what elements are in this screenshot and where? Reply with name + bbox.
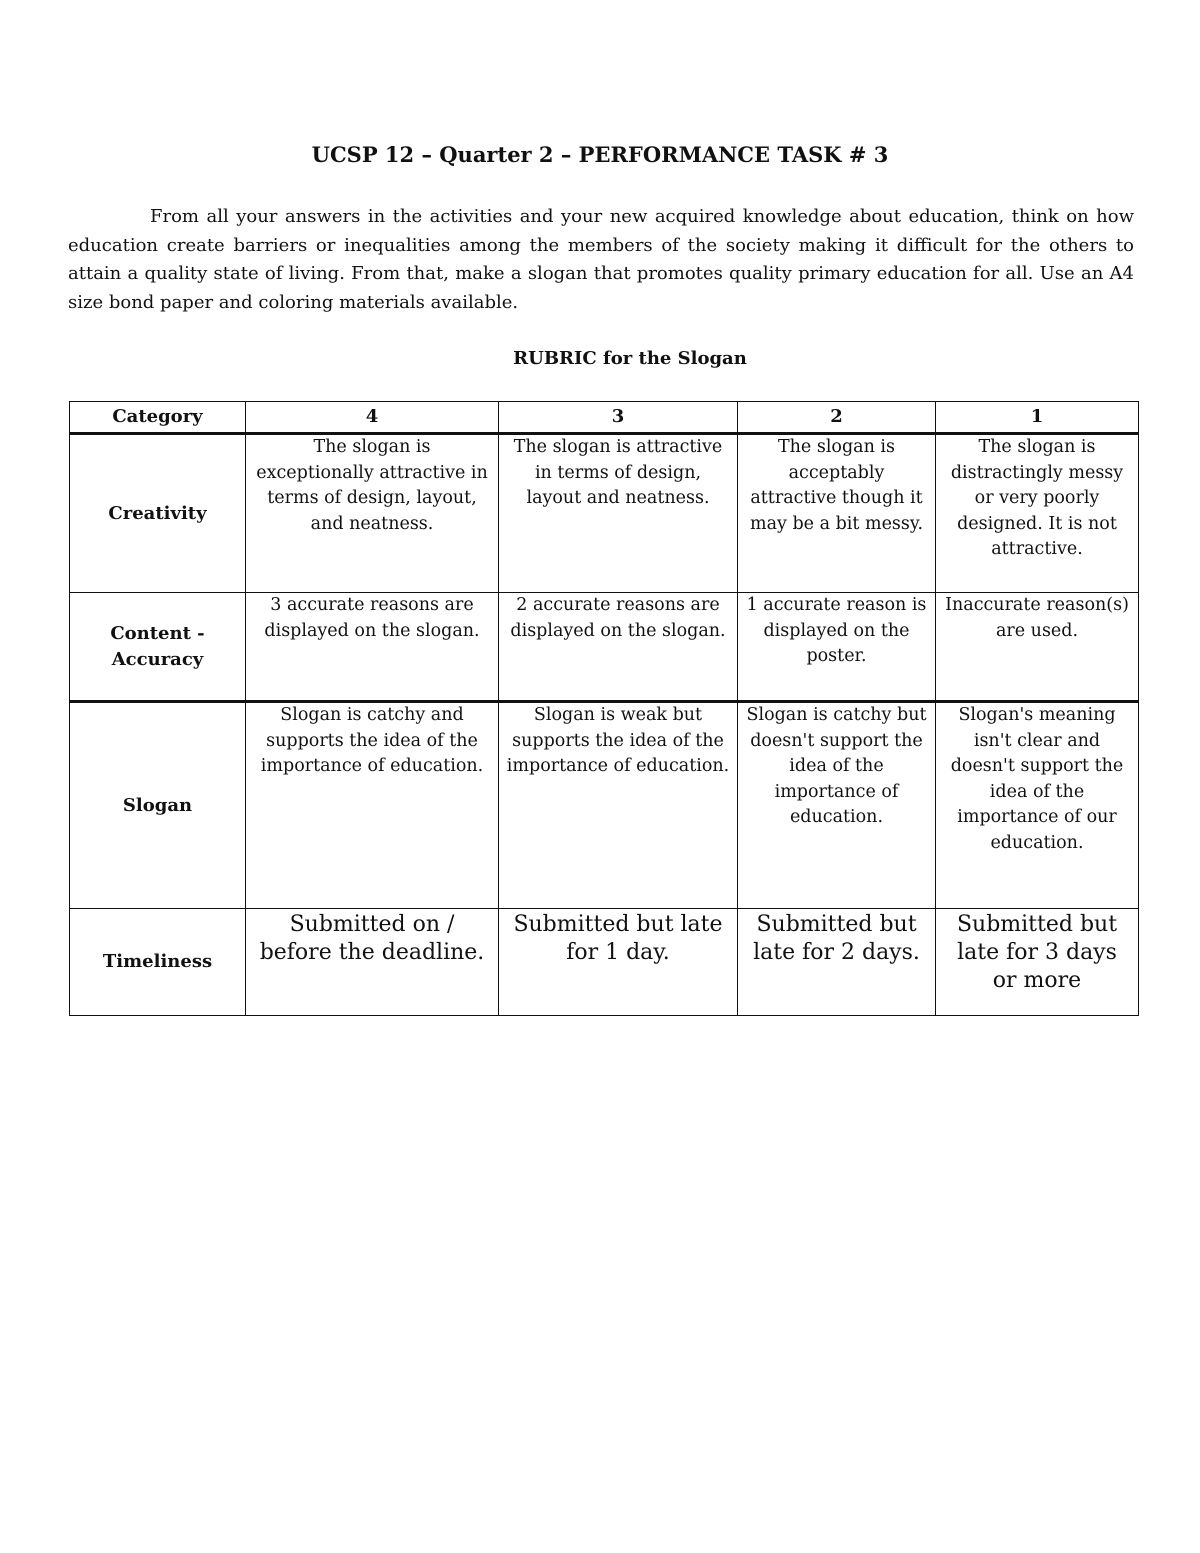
cell-accuracy-1: Inaccurate reason(s) are used. (936, 593, 1139, 702)
header-score-4: 4 (246, 402, 499, 434)
cell-slogan-1: Slogan's meaning isn't clear and doesn't support the idea of the importance of our education. (936, 702, 1139, 909)
category-content-accuracy: Content - Accuracy (70, 593, 246, 702)
table-row (70, 593, 1139, 702)
cell-creativity-4: The slogan is exceptionally attractive in terms of design, layout, and neatness. (246, 434, 499, 593)
cell-slogan-3: Slogan is weak but supports the idea of the importance of education. (499, 702, 738, 909)
cell-accuracy-4: 3 accurate reasons are displayed on the slogan. (246, 593, 499, 702)
header-score-1: 1 (936, 402, 1139, 434)
instructions-paragraph: From all your answers in the activities and your new acquired knowledge about education, think on how education create barriers or inequalities among the members of the society making it difficult for the others to attain a quality state of living. From that, make a slogan that promotes quality primary education for all. Use an A4 size bond paper and coloring materials available. (68, 206, 1134, 313)
cell-accuracy-3: 2 accurate reasons are displayed on the slogan. (499, 593, 738, 702)
cell-creativity-1: The slogan is distractingly messy or very poorly designed. It is not attractive. (936, 434, 1139, 593)
table-row (70, 702, 1139, 909)
cell-accuracy-2: 1 accurate reason is displayed on the poster. (738, 593, 936, 702)
rubric-title: RUBRIC for the Slogan (513, 348, 747, 369)
cell-timeliness-3: Submitted but late for 1 day. (499, 909, 738, 1016)
table-row (70, 434, 1139, 593)
cell-timeliness-4: Submitted on / before the deadline. (246, 909, 499, 1016)
header-category: Category (70, 402, 246, 434)
cell-creativity-3: The slogan is attractive in terms of design, layout and neatness. (499, 434, 738, 593)
cell-timeliness-1: Submitted but late for 3 days or more (936, 909, 1139, 1016)
category-slogan: Slogan (70, 702, 246, 909)
rubric-header-row (70, 402, 1139, 434)
rubric-table (69, 401, 1139, 1016)
cell-slogan-4: Slogan is catchy and supports the idea of the importance of education. (246, 702, 499, 909)
header-score-3: 3 (499, 402, 738, 434)
table-row (70, 909, 1139, 1016)
cell-slogan-2: Slogan is catchy but doesn't support the idea of the importance of education. (738, 702, 936, 909)
header-score-2: 2 (738, 402, 936, 434)
cell-timeliness-2: Submitted but late for 2 days. (738, 909, 936, 1016)
cell-creativity-2: The slogan is acceptably attractive though it may be a bit messy. (738, 434, 936, 593)
category-timeliness: Timeliness (70, 909, 246, 1016)
category-creativity: Creativity (70, 434, 246, 593)
page-title: UCSP 12 – Quarter 2 – PERFORMANCE TASK # 3 (311, 142, 889, 167)
